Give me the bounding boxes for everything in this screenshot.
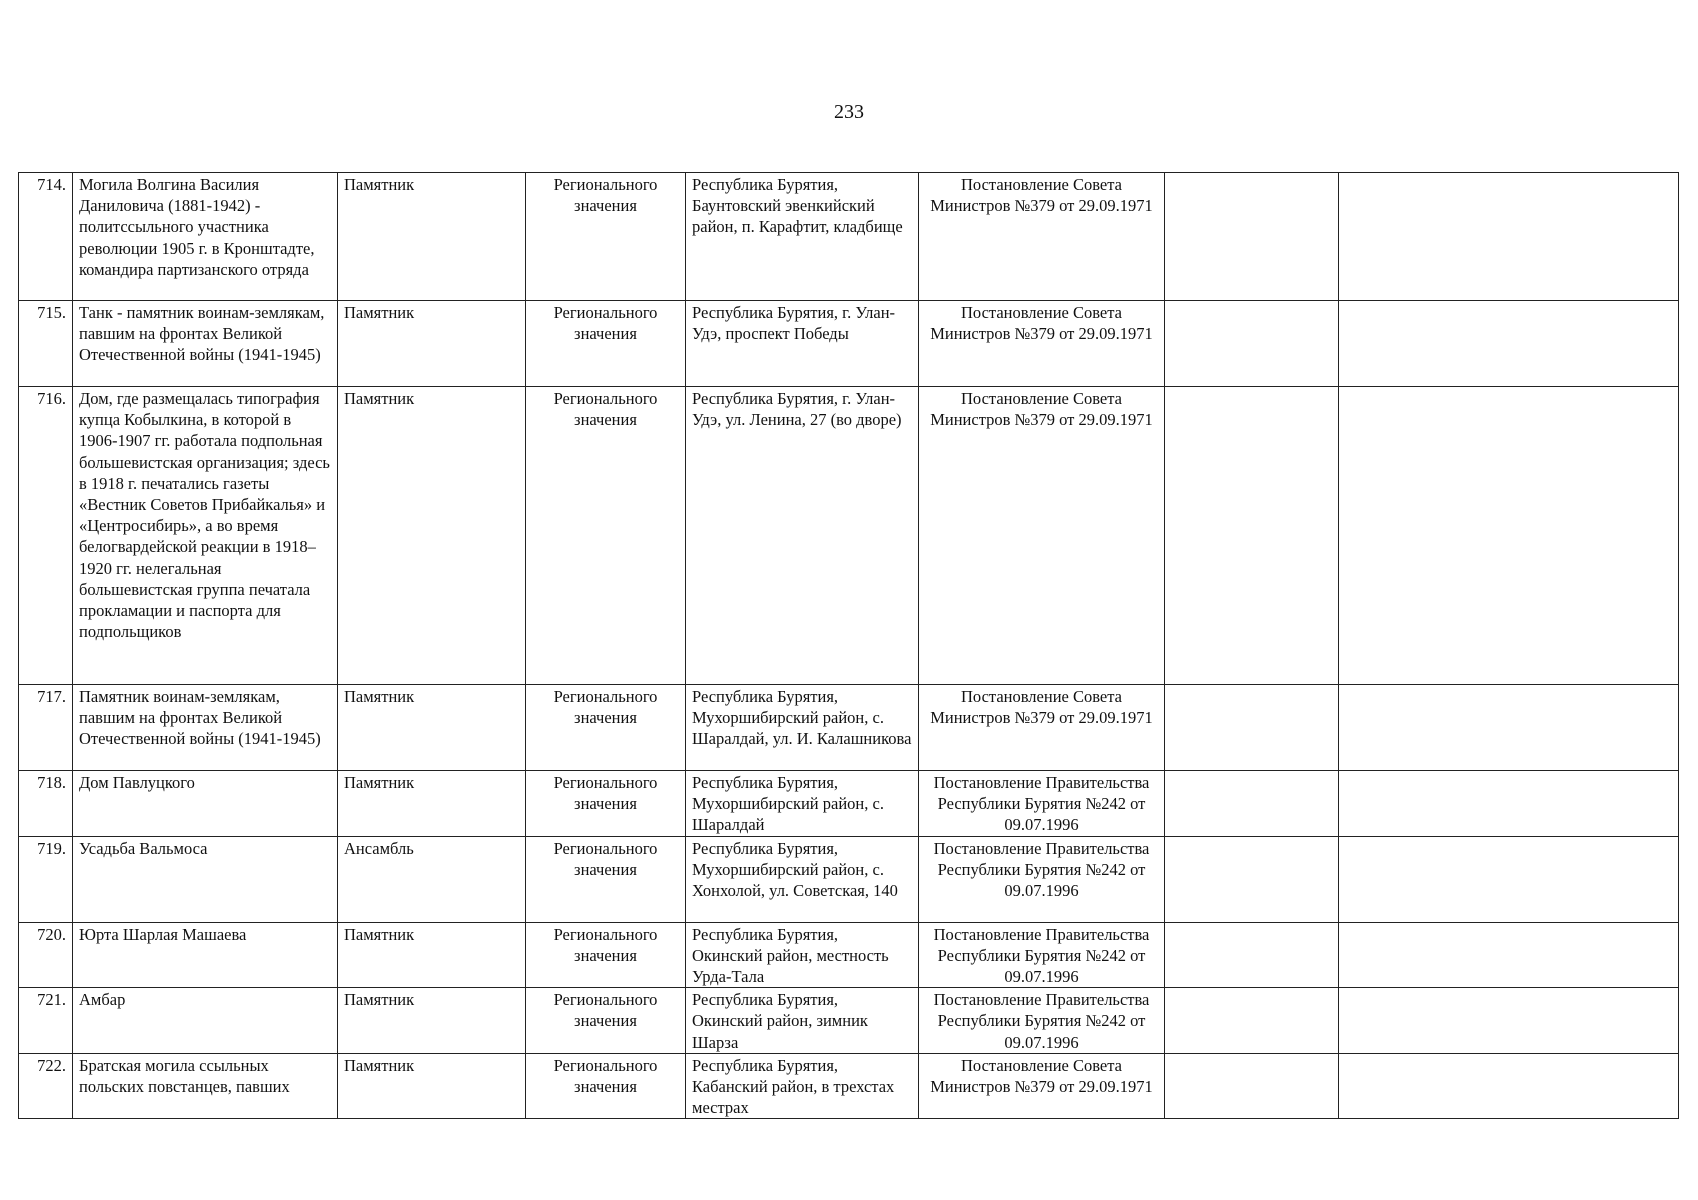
object-type: Памятник [338,685,526,771]
table-row [19,685,1679,771]
row-number: 722. [19,1053,73,1119]
empty-cell [1165,387,1339,685]
object-name: Братская могила ссыльных польских повстанцев, павших [73,1053,338,1119]
table-row [19,836,1679,922]
object-name: Дом, где размещалась типография купца Кобылкина, в которой в 1906-1907 гг. работала подпольная большевистская организация; здесь в 1918 г. печатались газеты «Вестник Советов Прибайкалья» и «Центросибирь», а во время белогвардейской реакции в 1918–1920 гг. нелегальная большевистская группа печатала прокламации и паспорта для подпольщиков [73,387,338,685]
table-row [19,922,1679,988]
object-name: Усадьба Вальмоса [73,836,338,922]
object-address: Республика Бурятия, г. Улан-Удэ, ул. Ленина, 27 (во дворе) [686,387,919,685]
object-address: Республика Бурятия, г. Улан-Удэ, проспект Победы [686,301,919,387]
object-significance: Регионального значения [526,685,686,771]
object-type: Ансамбль [338,836,526,922]
object-address: Республика Бурятия, Мухоршибирский район, с. Шаралдай, ул. И. Калашникова [686,685,919,771]
object-type: Памятник [338,771,526,837]
empty-cell [1339,836,1679,922]
object-name: Памятник воинам-землякам, павшим на фронтах Великой Отечественной войны (1941-1945) [73,685,338,771]
empty-cell [1339,771,1679,837]
empty-cell [1165,836,1339,922]
empty-cell [1165,173,1339,301]
empty-cell [1339,387,1679,685]
legal-document: Постановление Совета Министров №379 от 29.09.1971 [919,173,1165,301]
table-row [19,301,1679,387]
row-number: 718. [19,771,73,837]
table-row [19,771,1679,837]
object-type: Памятник [338,922,526,988]
object-name: Амбар [73,988,338,1054]
object-type: Памятник [338,301,526,387]
empty-cell [1165,685,1339,771]
empty-cell [1165,988,1339,1054]
row-number: 716. [19,387,73,685]
heritage-registry-table [18,172,1679,1119]
table-row [19,988,1679,1054]
object-significance: Регионального значения [526,836,686,922]
object-type: Памятник [338,387,526,685]
object-address: Республика Бурятия, Мухоршибирский район, с. Хонхолой, ул. Советская, 140 [686,836,919,922]
empty-cell [1165,922,1339,988]
legal-document: Постановление Совета Министров №379 от 29.09.1971 [919,387,1165,685]
object-name: Танк - памятник воинам-землякам, павшим на фронтах Великой Отечественной войны (1941-1945) [73,301,338,387]
object-address: Республика Бурятия, Баунтовский эвенкийский район, п. Карафтит, кладбище [686,173,919,301]
object-name: Дом Павлуцкого [73,771,338,837]
object-significance: Регионального значения [526,301,686,387]
object-significance: Регионального значения [526,387,686,685]
empty-cell [1339,685,1679,771]
row-number: 721. [19,988,73,1054]
legal-document: Постановление Правительства Республики Бурятия №242 от 09.07.1996 [919,836,1165,922]
row-number: 719. [19,836,73,922]
object-significance: Регионального значения [526,1053,686,1119]
table-row [19,173,1679,301]
empty-cell [1165,1053,1339,1119]
empty-cell [1339,1053,1679,1119]
object-address: Республика Бурятия, Окинский район, зимник Шарза [686,988,919,1054]
object-significance: Регионального значения [526,771,686,837]
empty-cell [1339,301,1679,387]
object-name: Могила Волгина Василия Даниловича (1881-1942) - политссыльного участника революции 1905 г. в Кронштадте, командира партизанского отряда [73,173,338,301]
empty-cell [1165,301,1339,387]
object-address: Республика Бурятия, Окинский район, местность Урда-Тала [686,922,919,988]
page-number: 233 [834,101,864,123]
row-number: 714. [19,173,73,301]
empty-cell [1339,922,1679,988]
object-address: Республика Бурятия, Кабанский район, в трехстах местрах [686,1053,919,1119]
table-row [19,387,1679,685]
object-name: Юрта Шарлая Машаева [73,922,338,988]
object-significance: Регионального значения [526,922,686,988]
legal-document: Постановление Правительства Республики Бурятия №242 от 09.07.1996 [919,922,1165,988]
object-type: Памятник [338,173,526,301]
legal-document: Постановление Правительства Республики Бурятия №242 от 09.07.1996 [919,771,1165,837]
legal-document: Постановление Совета Министров №379 от 29.09.1971 [919,301,1165,387]
empty-cell [1165,771,1339,837]
legal-document: Постановление Совета Министров №379 от 29.09.1971 [919,685,1165,771]
object-significance: Регионального значения [526,173,686,301]
row-number: 720. [19,922,73,988]
legal-document: Постановление Правительства Республики Бурятия №242 от 09.07.1996 [919,988,1165,1054]
row-number: 717. [19,685,73,771]
table-row [19,1053,1679,1119]
empty-cell [1339,173,1679,301]
legal-document: Постановление Совета Министров №379 от 29.09.1971 [919,1053,1165,1119]
object-significance: Регионального значения [526,988,686,1054]
row-number: 715. [19,301,73,387]
object-address: Республика Бурятия, Мухоршибирский район, с. Шаралдай [686,771,919,837]
object-type: Памятник [338,988,526,1054]
empty-cell [1339,988,1679,1054]
object-type: Памятник [338,1053,526,1119]
